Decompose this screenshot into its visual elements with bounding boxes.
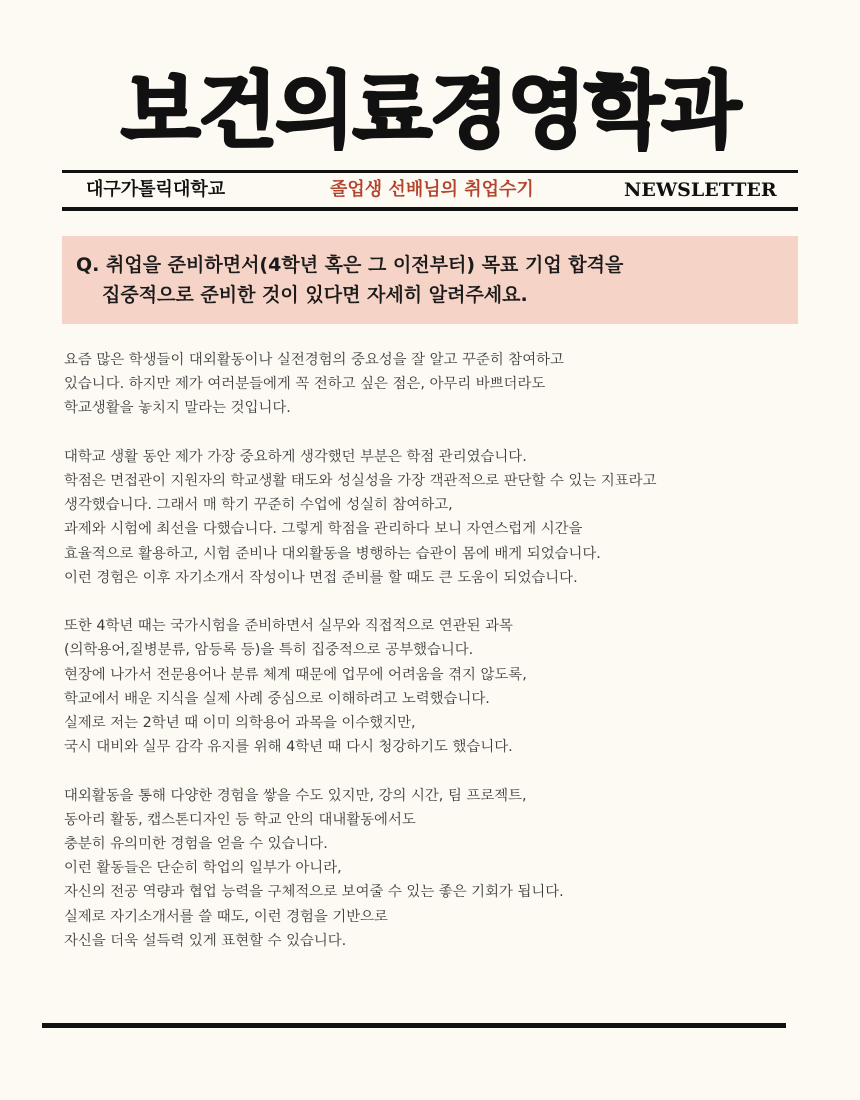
newsletter-title: 보건의료경영학과 [121, 64, 739, 159]
text-line: 과제와 시험에 최선을 다했습니다. 그렇게 학점을 관리하다 보니 자연스럽게 시간을 [64, 521, 583, 538]
footer-rule [42, 1023, 786, 1028]
question-line: 집중적으로 준비한 것이 있다면 자세히 알려주세요. [102, 284, 528, 306]
text-line: 효율적으로 활용하고, 시험 준비나 대외활동을 병행하는 습관이 몸에 배게 되었습니다. [64, 545, 601, 562]
text-line: 충분히 유의미한 경험을 얻을 수 있습니다. [64, 836, 328, 853]
section-heading: 졸업생 선배님의 취업수기 [330, 179, 534, 200]
paragraph [64, 614, 824, 759]
text-line: 학점은 면접관이 지원자의 학교생활 태도와 성실성을 가장 객관적으로 판단할 수 있는 지표라고 [64, 473, 657, 489]
text-line: 국시 대비와 실무 감각 유지를 위해 4학년 때 다시 청강하기도 했습니다. [64, 739, 513, 756]
paragraph [64, 348, 824, 421]
text-line: 자신의 전공 역량과 협업 능력을 구체적으로 보여줄 수 있는 좋은 기회가 됩니다. [64, 884, 564, 901]
text-line: 실제로 저는 2학년 때 이미 의학용어 과목을 이수했지만, [64, 715, 416, 732]
text-line: 이런 경험은 이후 자기소개서 작성이나 면접 준비를 할 때도 큰 도움이 되었습니다. [64, 569, 578, 586]
text-line: 또한 4학년 때는 국가시험을 준비하면서 실무와 직접적으로 연관된 과목 [64, 618, 513, 635]
text-line: 학교생활을 놓치지 말라는 것입니다. [64, 400, 291, 417]
paragraph [64, 445, 824, 590]
text-line: 실제로 자기소개서를 쓸 때도, 이런 경험을 기반으로 [64, 908, 388, 925]
article-body [64, 348, 824, 977]
text-line: 요즘 많은 학생들이 대외활동이나 실전경험의 중요성을 잘 알고 꾸준히 참여하고 [64, 352, 564, 368]
university-name: 대구가톨릭대학교 [86, 179, 226, 200]
text-line: 동아리 활동, 캡스톤디자인 등 학교 안의 대내활동에서도 [64, 811, 416, 828]
header-bottom-rule [62, 207, 798, 211]
text-line: 대외활동을 통해 다양한 경험을 쌓을 수도 있지만, 강의 시간, 팀 프로젝트, [64, 787, 527, 804]
question-box [62, 236, 798, 324]
text-line: 자신을 더욱 설득력 있게 표현할 수 있습니다. [64, 932, 347, 949]
text-line: 대학교 생활 동안 제가 가장 중요하게 생각했던 부분은 학점 관리였습니다. [64, 448, 527, 465]
question-line: Q. 취업을 준비하면서(4학년 혹은 그 이전부터) 목표 기업 합격을 [76, 254, 624, 276]
text-line: 현장에 나가서 전문용어나 분류 체계 때문에 업무에 어려움을 겪지 않도록, [64, 666, 527, 683]
text-line: 학교에서 배운 지식을 실제 사례 중심으로 이해하려고 노력했습니다. [64, 690, 490, 707]
text-line: 이런 활동들은 단순히 학업의 일부가 아니라, [64, 860, 342, 877]
newsletter-label: NEWSLETTER [624, 179, 777, 201]
paragraph [64, 784, 824, 953]
text-line: (의학용어,질병분류, 암등록 등)을 특히 집중적으로 공부했습니다. [64, 642, 474, 659]
text-line: 생각했습니다. 그래서 매 학기 꾸준히 수업에 성실히 참여하고, [64, 497, 453, 514]
text-line: 있습니다. 하지만 제가 여러분들에게 꼭 전하고 싶은 점은, 아무리 바쁘더라도 [64, 376, 546, 393]
